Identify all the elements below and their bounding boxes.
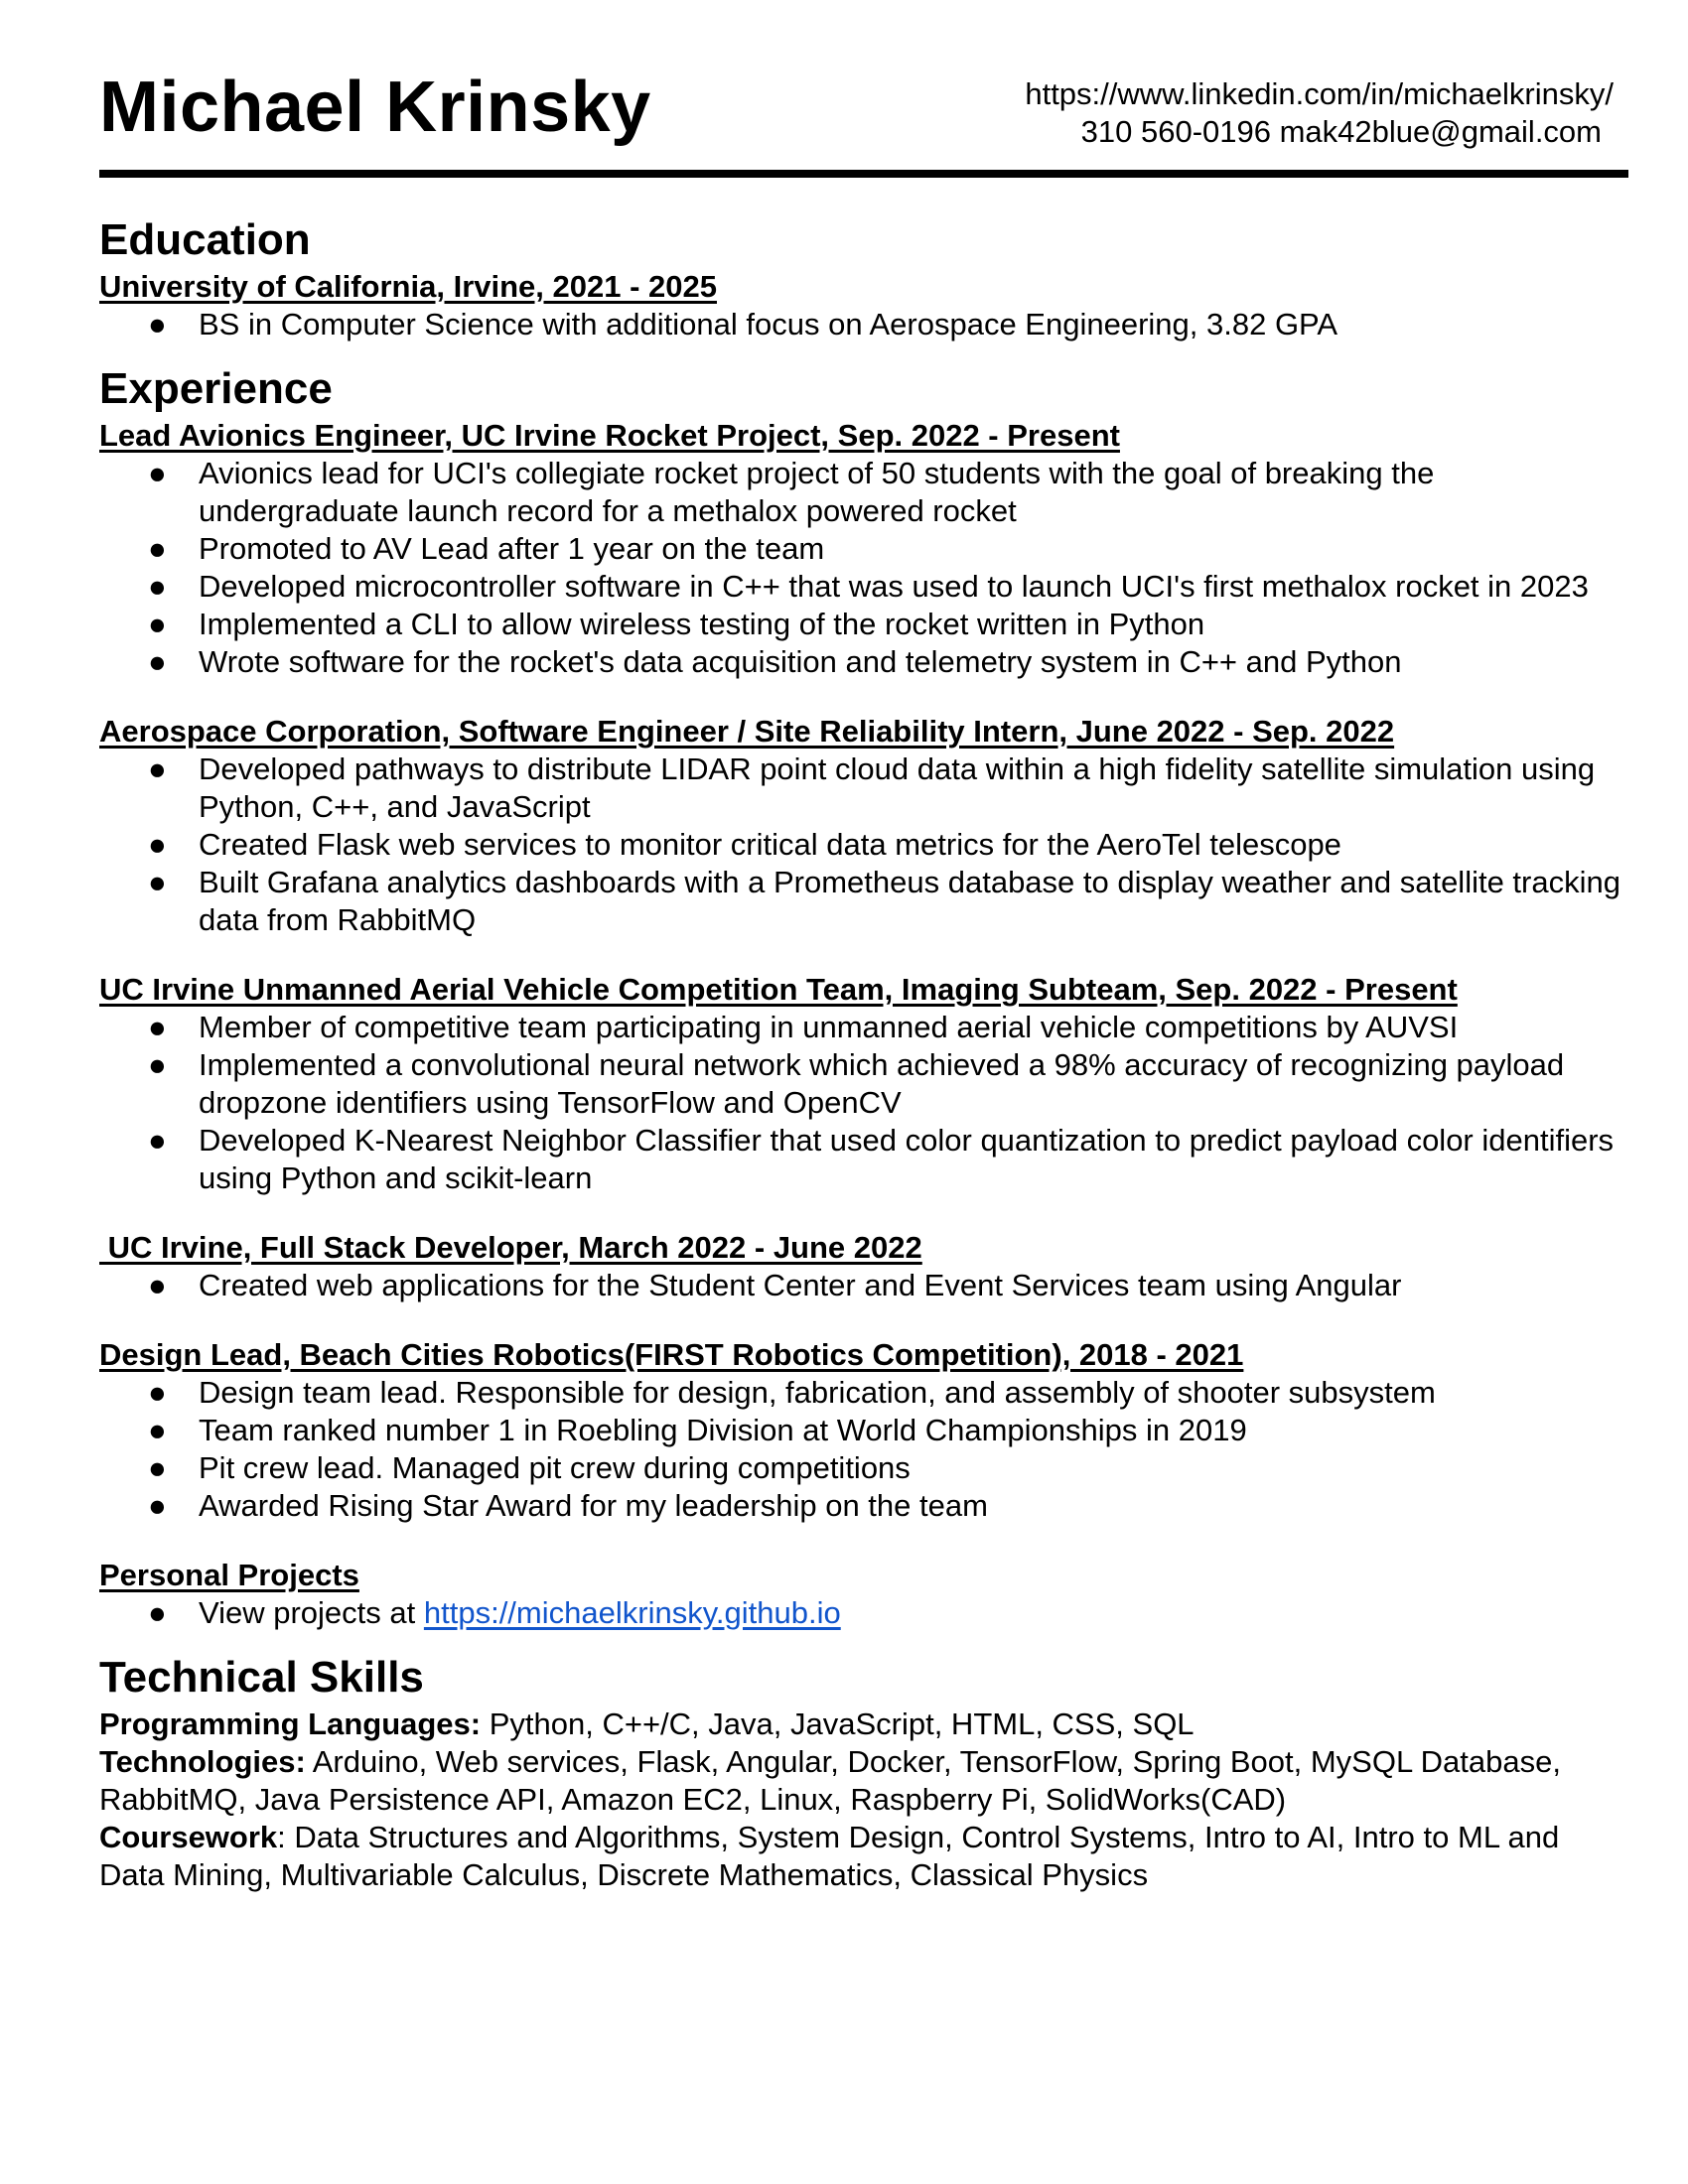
- bullet-text: Developed pathways to distribute LIDAR point cloud data within a high fidelity satellite simulation using Python, C++, and JavaScript: [199, 751, 1596, 824]
- bullet-text: Awarded Rising Star Award for my leadership on the team: [199, 1488, 988, 1523]
- bullet-icon: ●: [148, 1488, 167, 1523]
- languages-label: Programming Languages:: [99, 1706, 482, 1741]
- header-divider: [99, 170, 1628, 178]
- bullet-text: Design team lead. Responsible for design, fabrication, and assembly of shooter subsystem: [199, 1375, 1436, 1410]
- bullet-item: [99, 1594, 1628, 1632]
- bullet-item: [99, 751, 1628, 826]
- bullet-icon: ●: [148, 607, 167, 641]
- bullet-item: [99, 864, 1628, 939]
- portfolio-link[interactable]: https://michaelkrinsky.github.io: [423, 1595, 841, 1630]
- phone-email: 310 560-0196 mak42blue@gmail.com: [1080, 114, 1602, 149]
- skills-title: Technical Skills: [99, 1653, 424, 1702]
- bullet-item: [99, 1046, 1628, 1122]
- experience-entry: [99, 1336, 1628, 1525]
- bullet-item: [99, 306, 1628, 343]
- bullet-item: [99, 1412, 1628, 1449]
- education-entry-heading: University of California, Irvine, 2021 - 2025: [99, 269, 717, 304]
- languages-value: Python, C++/C, Java, JavaScript, HTML, CSS, SQL: [481, 1706, 1195, 1741]
- bullet-text: Created web applications for the Student Center and Event Services team using Angular: [199, 1268, 1402, 1302]
- experience-bullets: [99, 1374, 1628, 1525]
- bullet-icon: ●: [148, 1010, 167, 1044]
- experience-entry: [99, 971, 1628, 1197]
- bullet-text: Implemented a CLI to allow wireless testing of the rocket written in Python: [199, 607, 1205, 641]
- bullet-item: [99, 826, 1628, 864]
- bullet-text: Promoted to AV Lead after 1 year on the team: [199, 531, 825, 566]
- bullet-text: View projects at: [199, 1595, 424, 1630]
- experience-bullets: [99, 1267, 1628, 1304]
- education-title: Education: [99, 215, 311, 264]
- bullet-text: Team ranked number 1 in Roebling Division at World Championships in 2019: [199, 1413, 1247, 1447]
- bullet-item: [99, 643, 1628, 681]
- bullet-icon: ●: [148, 1268, 167, 1302]
- experience-bullets: [99, 455, 1628, 681]
- bullet-text: Created Flask web services to monitor critical data metrics for the AeroTel telescope: [199, 827, 1341, 862]
- bullet-item: [99, 1122, 1628, 1197]
- bullet-item: [99, 1449, 1628, 1487]
- bullet-icon: ●: [148, 569, 167, 604]
- experience-title: Experience: [99, 364, 333, 413]
- bullet-item: [99, 1267, 1628, 1304]
- education-section: [99, 212, 1628, 343]
- technologies-label: Technologies:: [99, 1744, 306, 1779]
- bullet-icon: ●: [148, 307, 167, 341]
- experience-entry: [99, 713, 1628, 939]
- bullet-icon: ●: [148, 1375, 167, 1410]
- bullet-text: Avionics lead for UCI's collegiate rocket project of 50 students with the goal of breaking the undergraduate launch record for a methalox powered rocket: [199, 456, 1435, 528]
- bullet-icon: ●: [148, 1123, 167, 1158]
- bullet-item: [99, 568, 1628, 606]
- experience-entry-heading: UC Irvine Unmanned Aerial Vehicle Competition Team, Imaging Subteam, Sep. 2022 - Present: [99, 972, 1458, 1007]
- personal-projects-bullets: [99, 1594, 1628, 1632]
- skills-section: [99, 1650, 1628, 1894]
- bullet-text: Wrote software for the rocket's data acquisition and telemetry system in C++ and Python: [199, 644, 1402, 679]
- bullet-icon: ●: [148, 827, 167, 862]
- experience-entry-heading: UC Irvine, Full Stack Developer, March 2022 - June 2022: [99, 1230, 922, 1265]
- bullet-icon: ●: [148, 1450, 167, 1485]
- personal-projects-entry: [99, 1557, 1628, 1632]
- bullet-icon: ●: [148, 1047, 167, 1082]
- bullet-item: [99, 1374, 1628, 1412]
- bullet-icon: ●: [148, 865, 167, 899]
- bullet-item: [99, 1009, 1628, 1046]
- bullet-icon: ●: [148, 456, 167, 490]
- coursework-line: [99, 1819, 1628, 1894]
- bullet-text: Developed K-Nearest Neighbor Classifier that used color quantization to predict payload color identifiers using Python and scikit-learn: [199, 1123, 1615, 1195]
- technologies-value: Arduino, Web services, Flask, Angular, Docker, TensorFlow, Spring Boot, MySQL Database, RabbitMQ, Java Persistence API, Amazon EC2, Linux, Raspberry Pi, SolidWorks(CAD): [99, 1744, 1561, 1817]
- bullet-text: BS in Computer Science with additional focus on Aerospace Engineering, 3.82 GPA: [199, 307, 1338, 341]
- coursework-label: Coursework: [99, 1820, 278, 1854]
- bullet-item: [99, 1487, 1628, 1525]
- bullet-item: [99, 455, 1628, 530]
- bullet-icon: ●: [148, 644, 167, 679]
- bullet-text: Member of competitive team participating in unmanned aerial vehicle competitions by AUVSI: [199, 1010, 1459, 1044]
- bullet-text: Developed microcontroller software in C++ that was used to launch UCI's first methalox rocket in 2023: [199, 569, 1589, 604]
- bullet-text: Built Grafana analytics dashboards with a Prometheus database to display weather and satellite tracking data from RabbitMQ: [199, 865, 1620, 937]
- experience-entry-heading: Design Lead, Beach Cities Robotics(FIRST Robotics Competition), 2018 - 2021: [99, 1337, 1244, 1372]
- experience-entry: [99, 1229, 1628, 1304]
- bullet-item: [99, 530, 1628, 568]
- resume-body: [99, 212, 1628, 1894]
- languages-line: [99, 1706, 1628, 1743]
- education-bullets: [99, 306, 1628, 343]
- contact-block: [1025, 75, 1614, 151]
- experience-bullets: [99, 1009, 1628, 1197]
- bullet-icon: ●: [148, 1413, 167, 1447]
- technologies-line: [99, 1743, 1628, 1819]
- bullet-item: [99, 606, 1628, 643]
- candidate-name: Michael Krinsky: [99, 68, 651, 147]
- bullet-icon: ●: [148, 531, 167, 566]
- experience-entry-heading: Aerospace Corporation, Software Engineer / Site Reliability Intern, June 2022 - Sep. 2022: [99, 714, 1395, 749]
- experience-entry: [99, 417, 1628, 681]
- experience-section: [99, 361, 1628, 1632]
- coursework-value: : Data Structures and Algorithms, System Design, Control Systems, Intro to AI, Intro to ML and Data Mining, Multivariable Calculus, Discrete Mathematics, Classical Physics: [99, 1820, 1560, 1892]
- bullet-text: Implemented a convolutional neural network which achieved a 98% accuracy of recognizing payload dropzone identifiers using TensorFlow and OpenCV: [199, 1047, 1565, 1120]
- bullet-icon: ●: [148, 1595, 167, 1630]
- personal-projects-heading: Personal Projects: [99, 1558, 359, 1592]
- bullet-icon: ●: [148, 751, 167, 786]
- experience-bullets: [99, 751, 1628, 939]
- linkedin-url: https://www.linkedin.com/in/michaelkrinsky/: [1025, 76, 1614, 111]
- education-entry: [99, 268, 1628, 343]
- experience-entry-heading: Lead Avionics Engineer, UC Irvine Rocket Project, Sep. 2022 - Present: [99, 418, 1120, 453]
- bullet-text: Pit crew lead. Managed pit crew during competitions: [199, 1450, 911, 1485]
